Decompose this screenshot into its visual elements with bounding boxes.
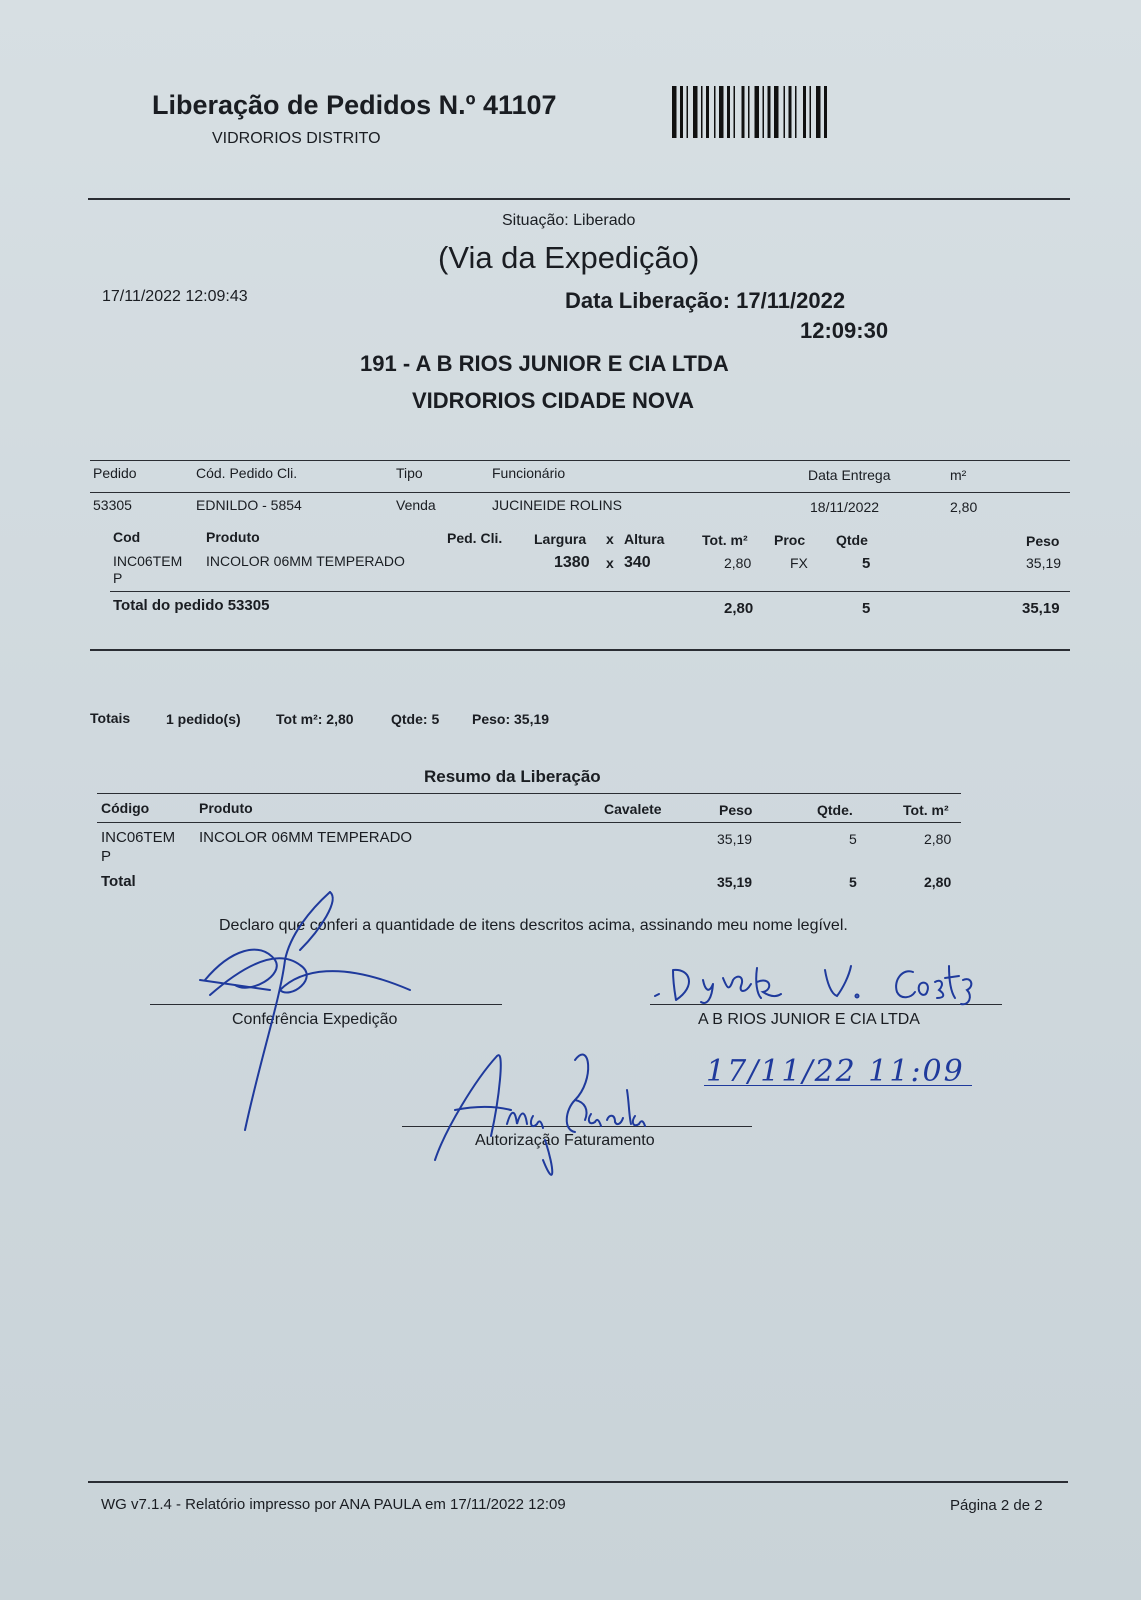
summary-header-rule	[97, 822, 961, 823]
summary-total-label: Total	[101, 873, 136, 890]
order-total-peso: 35,19	[1022, 600, 1060, 617]
footer-page-number: Página 2 de 2	[950, 1497, 1043, 1514]
summary-total-tot-m2: 2,80	[924, 874, 952, 890]
summary-peso: 35,19	[717, 831, 753, 847]
item-cod: INC06TEM	[113, 553, 183, 569]
item-tot-m2: 2,80	[724, 555, 752, 571]
row-m2: 2,80	[950, 499, 978, 515]
col-header-cod-cli: Cód. Pedido Cli.	[196, 465, 298, 481]
summary-codigo: INC06TEM	[101, 829, 176, 846]
barcode	[672, 86, 848, 140]
item-cod-continued: P	[113, 570, 123, 586]
summary-total-peso: 35,19	[717, 874, 753, 890]
signature-label-faturamento: Autorização Faturamento	[475, 1132, 655, 1149]
release-time: 12:09:30	[800, 318, 889, 343]
totals-label: Totais	[90, 710, 131, 726]
item-header-tot-m2: Tot. m²	[702, 532, 748, 548]
item-largura: 1380	[554, 554, 590, 571]
signature-label-client: A B RIOS JUNIOR E CIA LTDA	[698, 1011, 920, 1028]
item-header-x: x	[606, 531, 614, 547]
item-header-produto: Produto	[206, 529, 260, 545]
release-date: Data Liberação: 17/11/2022	[565, 288, 846, 313]
declaration-text: Declaro que conferi a quantidade de itens descritos acima, assinando meu nome legível.	[219, 917, 848, 934]
footer-printed-by: WG v7.1.4 - Relatório impresso por ANA PAULA em 17/11/2022 12:09	[101, 1496, 566, 1513]
company-name: VIDRORIOS DISTRITO	[212, 130, 381, 147]
item-header-qtde: Qtde	[836, 532, 868, 548]
summary-header-produto: Produto	[199, 800, 253, 816]
situation-label: Situação: Liberado	[502, 212, 636, 229]
summary-codigo-continued: P	[101, 848, 112, 865]
col-header-pedido: Pedido	[93, 465, 137, 481]
summary-qtde: 5	[849, 831, 857, 847]
item-header-ped-cli: Ped. Cli.	[447, 530, 503, 546]
item-altura: 340	[624, 554, 651, 571]
totals-m2: Tot m²: 2,80	[276, 711, 354, 727]
header-divider	[88, 198, 1070, 200]
footer-divider	[88, 1481, 1068, 1483]
item-qtde: 5	[862, 555, 871, 572]
order-total-label: Total do pedido 53305	[113, 597, 270, 614]
copy-label: (Via da Expedição)	[438, 240, 700, 275]
item-header-proc: Proc	[774, 532, 806, 548]
order-table-top-rule	[90, 460, 1070, 461]
order-total-rule	[110, 591, 1070, 592]
document-title: Liberação de Pedidos N.º 41107	[152, 90, 557, 120]
item-header-largura: Largura	[534, 531, 587, 547]
handwritten-signature-faturamento	[425, 1040, 665, 1180]
summary-header-peso: Peso	[719, 802, 753, 818]
col-header-m2: m²	[950, 467, 967, 483]
order-total-qtde: 5	[862, 600, 871, 617]
order-header-rule	[90, 492, 1070, 493]
client-name: VIDRORIOS CIDADE NOVA	[412, 388, 694, 413]
totals-pedidos: 1 pedido(s)	[166, 711, 241, 727]
row-data-entrega: 18/11/2022	[810, 499, 880, 515]
printed-timestamp: 17/11/2022 12:09:43	[102, 288, 248, 305]
row-pedido: 53305	[93, 497, 132, 513]
col-header-tipo: Tipo	[396, 465, 423, 481]
order-total-m2: 2,80	[724, 600, 754, 617]
handwritten-signature-expedicao	[190, 890, 430, 1140]
row-funcionario: JUCINEIDE ROLINS	[492, 497, 622, 513]
item-produto: INCOLOR 06MM TEMPERADO	[206, 553, 405, 569]
summary-header-tot-m2: Tot. m²	[903, 802, 949, 818]
totals-qtde: Qtde: 5	[391, 711, 440, 727]
row-tipo: Venda	[396, 497, 436, 513]
item-x: x	[606, 555, 614, 571]
handwritten-date-underline	[704, 1085, 972, 1086]
item-header-altura: Altura	[624, 531, 665, 547]
client-line: 191 - A B RIOS JUNIOR E CIA LTDA	[360, 351, 729, 376]
row-cod-cli: EDNILDO - 5854	[196, 497, 302, 513]
totals-peso: Peso: 35,19	[472, 711, 550, 727]
signature-label-expedicao: Conferência Expedição	[232, 1011, 398, 1028]
item-peso: 35,19	[1026, 555, 1062, 571]
handwritten-signature-client	[645, 958, 985, 1008]
col-header-data-entrega: Data Entrega	[808, 467, 891, 483]
summary-top-rule	[97, 793, 961, 794]
order-table-bottom-rule	[90, 649, 1070, 651]
summary-header-qtde: Qtde.	[817, 802, 853, 818]
summary-title: Resumo da Liberação	[424, 767, 601, 786]
handwritten-date: 17/11/22 11:09	[706, 1054, 965, 1089]
summary-tot-m2: 2,80	[924, 831, 952, 847]
summary-header-codigo: Código	[101, 800, 150, 816]
item-proc: FX	[790, 555, 808, 571]
item-header-peso: Peso	[1026, 533, 1060, 549]
summary-total-qtde: 5	[849, 874, 857, 890]
summary-produto: INCOLOR 06MM TEMPERADO	[199, 829, 413, 846]
summary-header-cavalete: Cavalete	[604, 801, 662, 817]
item-header-cod: Cod	[113, 529, 141, 545]
col-header-funcionario: Funcionário	[492, 465, 566, 481]
